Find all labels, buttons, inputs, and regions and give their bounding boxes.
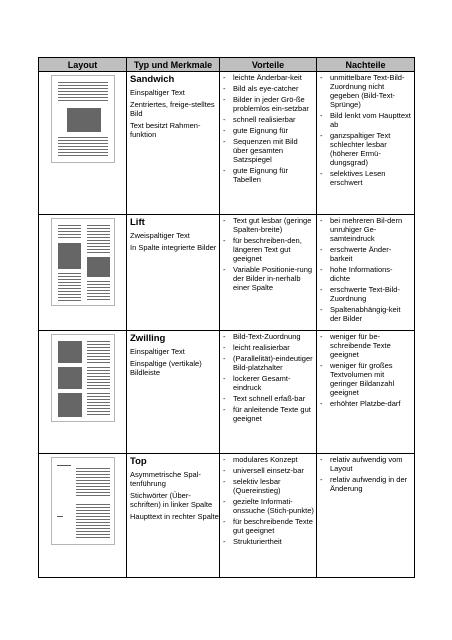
pro-item: - Text gut lesbar (geringe Spalten-breite) — [220, 216, 316, 234]
pro-item: - selektiv lesbar (Quereinstieg) — [220, 477, 316, 495]
con-item: - weniger für be-schreibende Texte geeignet — [317, 332, 414, 359]
pro-item: - schnell realisierbar — [220, 115, 316, 124]
con-item: - erschwerte Text-Bild-Zuordnung — [317, 285, 414, 303]
lift-layout-thumbnail — [51, 218, 115, 306]
pro-item: - für beschreibende Texte gut geeignet — [220, 517, 316, 535]
pro-item: - (Parallelität)-eindeutiger Bild-platzhalter — [220, 354, 316, 372]
feature-text: Zweispaltiger Text — [130, 231, 190, 240]
feature-text: In Spalte integrierte Bilder — [130, 243, 217, 252]
typ-cell — [127, 72, 220, 215]
nachteile-cell — [317, 72, 415, 215]
header-nachteile: Nachteile — [317, 58, 415, 72]
pro-item: - Strukturiertheit — [220, 537, 316, 546]
layout-comparison-table — [38, 57, 415, 578]
feature-text: Zentriertes, freige-stelltes Bild — [130, 100, 215, 118]
table-row — [39, 454, 415, 578]
pro-item: - gute Eignung für — [220, 126, 316, 135]
pro-item: - Sequenzen mit Bild über gesamten Satzspiegel — [220, 137, 316, 164]
feature-text: Einspaltiger Text — [130, 88, 185, 97]
nachteile-cell — [317, 215, 415, 331]
pro-item: - lockerer Gesamt-eindruck — [220, 374, 316, 392]
table-row — [39, 72, 415, 215]
con-item: - relativ aufwendig in der Änderung — [317, 475, 414, 493]
feature-text: Einspaltiger Text — [130, 347, 185, 356]
sandwich-layout-thumbnail — [51, 75, 115, 163]
pro-item: - modulares Konzept — [220, 455, 316, 464]
layout-cell — [39, 72, 127, 215]
zwilling-layout-thumbnail — [51, 334, 115, 422]
feature-text: Stichwörter (Über-schriften) in linker Spalte — [130, 491, 213, 509]
feature-text: Text besitzt Rahmen-funktion — [130, 121, 201, 139]
vorteile-cell — [220, 331, 317, 454]
con-item: - hohe Informations-dichte — [317, 265, 414, 283]
layout-type-name: Top — [130, 456, 147, 467]
con-item: - selektives Lesen erschwert — [317, 169, 414, 187]
con-item: - weniger für großes Textvolumen mit geringer Bildanzahl geeignet — [317, 361, 414, 397]
nachteile-cell — [317, 454, 415, 578]
pro-item: - leichte Änderbar-keit — [220, 73, 316, 82]
pro-item: - universell einsetz-bar — [220, 466, 316, 475]
con-item: - relativ aufwendig vom Layout — [317, 455, 414, 473]
con-item: - erschwerte Änder-barkeit — [317, 245, 414, 263]
nachteile-cell — [317, 331, 415, 454]
header-layout: Layout — [39, 58, 127, 72]
con-item: - Bild lenkt vom Haupttext ab — [317, 111, 414, 129]
top-layout-thumbnail — [51, 457, 115, 545]
layout-type-name: Lift — [130, 217, 145, 228]
header-typ-und-merkmale: Typ und Merkmale — [127, 58, 220, 72]
pro-item: - Variable Positionie-rung der Bilder in-nerhalb einer Spalte — [220, 265, 316, 292]
con-item: - unmittelbare Text-Bild-Zuordnung nicht gegeben (Bild-Text-Sprünge) — [317, 73, 414, 109]
layout-cell — [39, 331, 127, 454]
con-item: - erhöhter Platzbe-darf — [317, 399, 414, 408]
pro-item: - Bild-Text-Zuordnung — [220, 332, 316, 341]
pro-item: - Text schnell erfaß-bar — [220, 394, 316, 403]
table-row — [39, 331, 415, 454]
pro-item: - gezielte Informati-onssuche (Stich-punkte) — [220, 497, 316, 515]
pro-item: - gute Eignung für Tabellen — [220, 166, 316, 184]
feature-text: Haupttext in rechter Spalte — [130, 512, 219, 521]
typ-cell — [127, 331, 220, 454]
typ-cell — [127, 215, 220, 331]
layout-type-name: Sandwich — [130, 74, 175, 85]
layout-cell — [39, 454, 127, 578]
con-item: - ganzspaltiger Text schlechter lesbar (höherer Ermü-dungsgrad) — [317, 131, 414, 167]
feature-text: Einspaltige (vertikale) Bildleiste — [130, 359, 202, 377]
header-row — [39, 58, 415, 72]
layout-cell — [39, 215, 127, 331]
feature-text: Asymmetrische Spal-tenführung — [130, 470, 201, 488]
con-item: - bei mehreren Bil-dern unruhiger Ge-samteindruck — [317, 216, 414, 243]
vorteile-cell — [220, 215, 317, 331]
typ-cell — [127, 454, 220, 578]
table-row — [39, 215, 415, 331]
pro-item: - Bild als eye-catcher — [220, 84, 316, 93]
pro-item: - für anleitende Texte gut geeignet — [220, 405, 316, 423]
header-vorteile: Vorteile — [220, 58, 317, 72]
pro-item: - leicht realisierbar — [220, 343, 316, 352]
pro-item: - Bilder in jeder Grö-ße problemlos ein-setzbar — [220, 95, 316, 113]
layout-type-name: Zwilling — [130, 333, 166, 344]
vorteile-cell — [220, 454, 317, 578]
pro-item: - für beschreiben-den, längeren Text gut geeignet — [220, 236, 316, 263]
vorteile-cell — [220, 72, 317, 215]
con-item: - Spaltenabhängig-keit der Bilder — [317, 305, 414, 323]
